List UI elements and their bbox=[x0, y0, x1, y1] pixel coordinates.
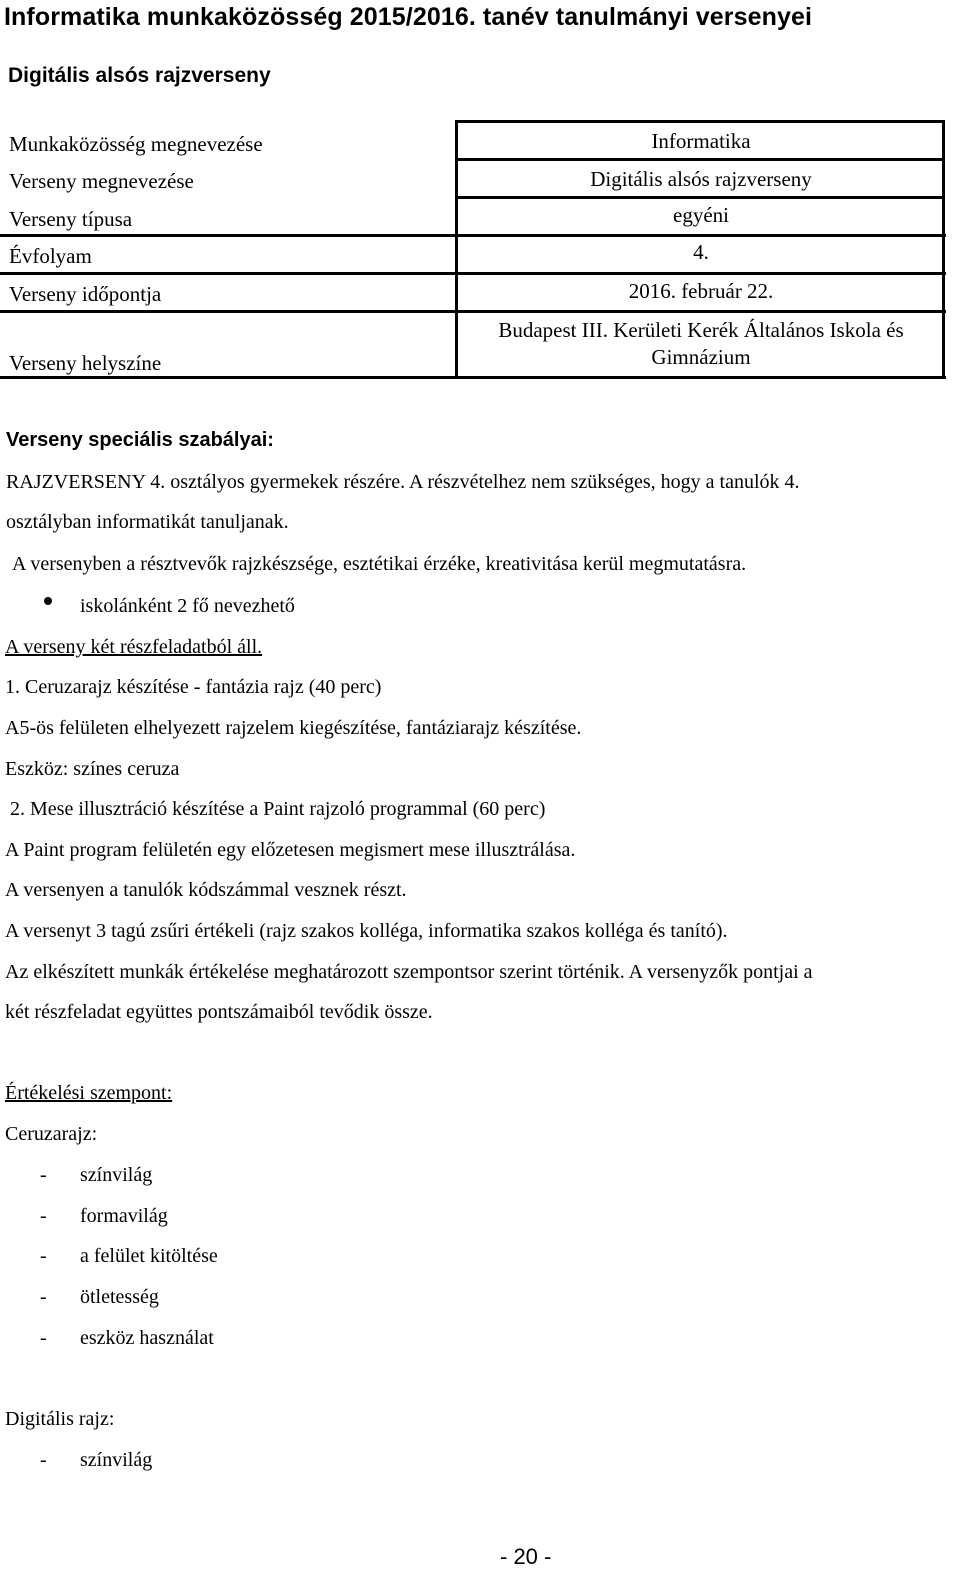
evaluation-note-line2: két részfeladat együttes pontszámaiból tevődik össze. bbox=[5, 1001, 433, 1023]
list-item: színvilág bbox=[80, 1164, 153, 1186]
info-value-venue-line1: Budapest III. Kerületi Kerék Általános Iskola és bbox=[498, 318, 904, 342]
digital-criteria-heading: Digitális rajz: bbox=[5, 1408, 115, 1430]
list-item: formavilág bbox=[80, 1205, 168, 1227]
info-value-competition-name: Digitális alsós rajzverseny bbox=[590, 167, 812, 191]
page-number: - 20 - bbox=[500, 1544, 552, 1569]
info-label-competition-type: Verseny típusa bbox=[9, 207, 133, 231]
entry-limit-bullet: iskolánként 2 fő nevezhető bbox=[80, 595, 295, 617]
parts-heading: A verseny két részfeladatból áll. bbox=[5, 636, 263, 658]
task1-description: A5-ös felületen elhelyezett rajzelem kiegészítése, fantáziarajz készítése. bbox=[5, 717, 582, 739]
info-label-date: Verseny időpontja bbox=[9, 282, 162, 306]
info-value-competition-type: egyéni bbox=[673, 203, 729, 227]
table-border-bottom bbox=[0, 376, 946, 379]
list-dash: - bbox=[40, 1286, 47, 1308]
table-border-top bbox=[455, 120, 945, 123]
list-dash: - bbox=[40, 1327, 47, 1349]
list-dash: - bbox=[40, 1449, 47, 1471]
table-divider bbox=[455, 158, 945, 161]
info-label-competition-name: Verseny megnevezése bbox=[9, 169, 194, 193]
table-divider bbox=[0, 234, 946, 237]
pencil-criteria-heading: Ceruzarajz: bbox=[5, 1123, 98, 1145]
jury-note: A versenyt 3 tagú zsűri értékeli (rajz szakos kolléga, informatika szakos kolléga és tanító). bbox=[5, 920, 728, 942]
info-label-venue: Verseny helyszíne bbox=[9, 351, 162, 375]
list-dash: - bbox=[40, 1245, 47, 1267]
task1-title: 1. Ceruzarajz készítése - fantázia rajz (40 perc) bbox=[5, 676, 382, 698]
rules-skills-paragraph: A versenyben a résztvevők rajzkészsége, esztétikai érzéke, kreativitása kerül megmutatásra. bbox=[12, 553, 747, 575]
list-item: ötletesség bbox=[80, 1286, 159, 1308]
info-value-department: Informatika bbox=[651, 129, 751, 153]
info-label-grade: Évfolyam bbox=[9, 244, 92, 268]
evaluation-note-line1: Az elkészített munkák értékelése meghatározott szempontsor szerint történik. A versenyzők pontjai a bbox=[5, 961, 813, 983]
info-label-department: Munkaközösség megnevezése bbox=[9, 132, 263, 156]
info-value-date: 2016. február 22. bbox=[628, 279, 774, 303]
task1-tool: Eszköz: színes ceruza bbox=[5, 758, 180, 780]
page-title: Informatika munkaközösség 2015/2016. tanév tanulmányi versenyei bbox=[4, 3, 813, 31]
task2-description: A Paint program felületén egy előzetesen megismert mese illusztrálása. bbox=[5, 839, 576, 861]
info-value-venue-line2: Gimnázium bbox=[651, 345, 751, 369]
list-dash: - bbox=[40, 1164, 47, 1186]
table-divider bbox=[0, 310, 946, 313]
list-item: a felület kitöltése bbox=[80, 1245, 218, 1267]
rules-heading: Verseny speciális szabályai: bbox=[6, 429, 274, 451]
info-value-grade: 4. bbox=[693, 240, 709, 264]
table-divider bbox=[0, 272, 946, 275]
list-dash: - bbox=[40, 1205, 47, 1227]
criteria-heading: Értékelési szempont: bbox=[5, 1082, 173, 1104]
bullet-dot-icon bbox=[44, 597, 52, 605]
rules-paragraph-line2: osztályban informatikát tanuljanak. bbox=[6, 511, 289, 533]
list-item: színvilág bbox=[80, 1449, 153, 1471]
competition-title: Digitális alsós rajzverseny bbox=[8, 64, 271, 87]
code-number-note: A versenyen a tanulók kódszámmal vesznek részt. bbox=[5, 879, 407, 901]
list-item: eszköz használat bbox=[80, 1327, 214, 1349]
task2-title: 2. Mese illusztráció készítése a Paint rajzoló programmal (60 perc) bbox=[10, 798, 546, 820]
table-divider bbox=[455, 196, 945, 199]
rules-paragraph-line1: RAJZVERSENY 4. osztályos gyermekek részére. A részvételhez nem szükséges, hogy a tanulók 4. bbox=[6, 471, 800, 493]
